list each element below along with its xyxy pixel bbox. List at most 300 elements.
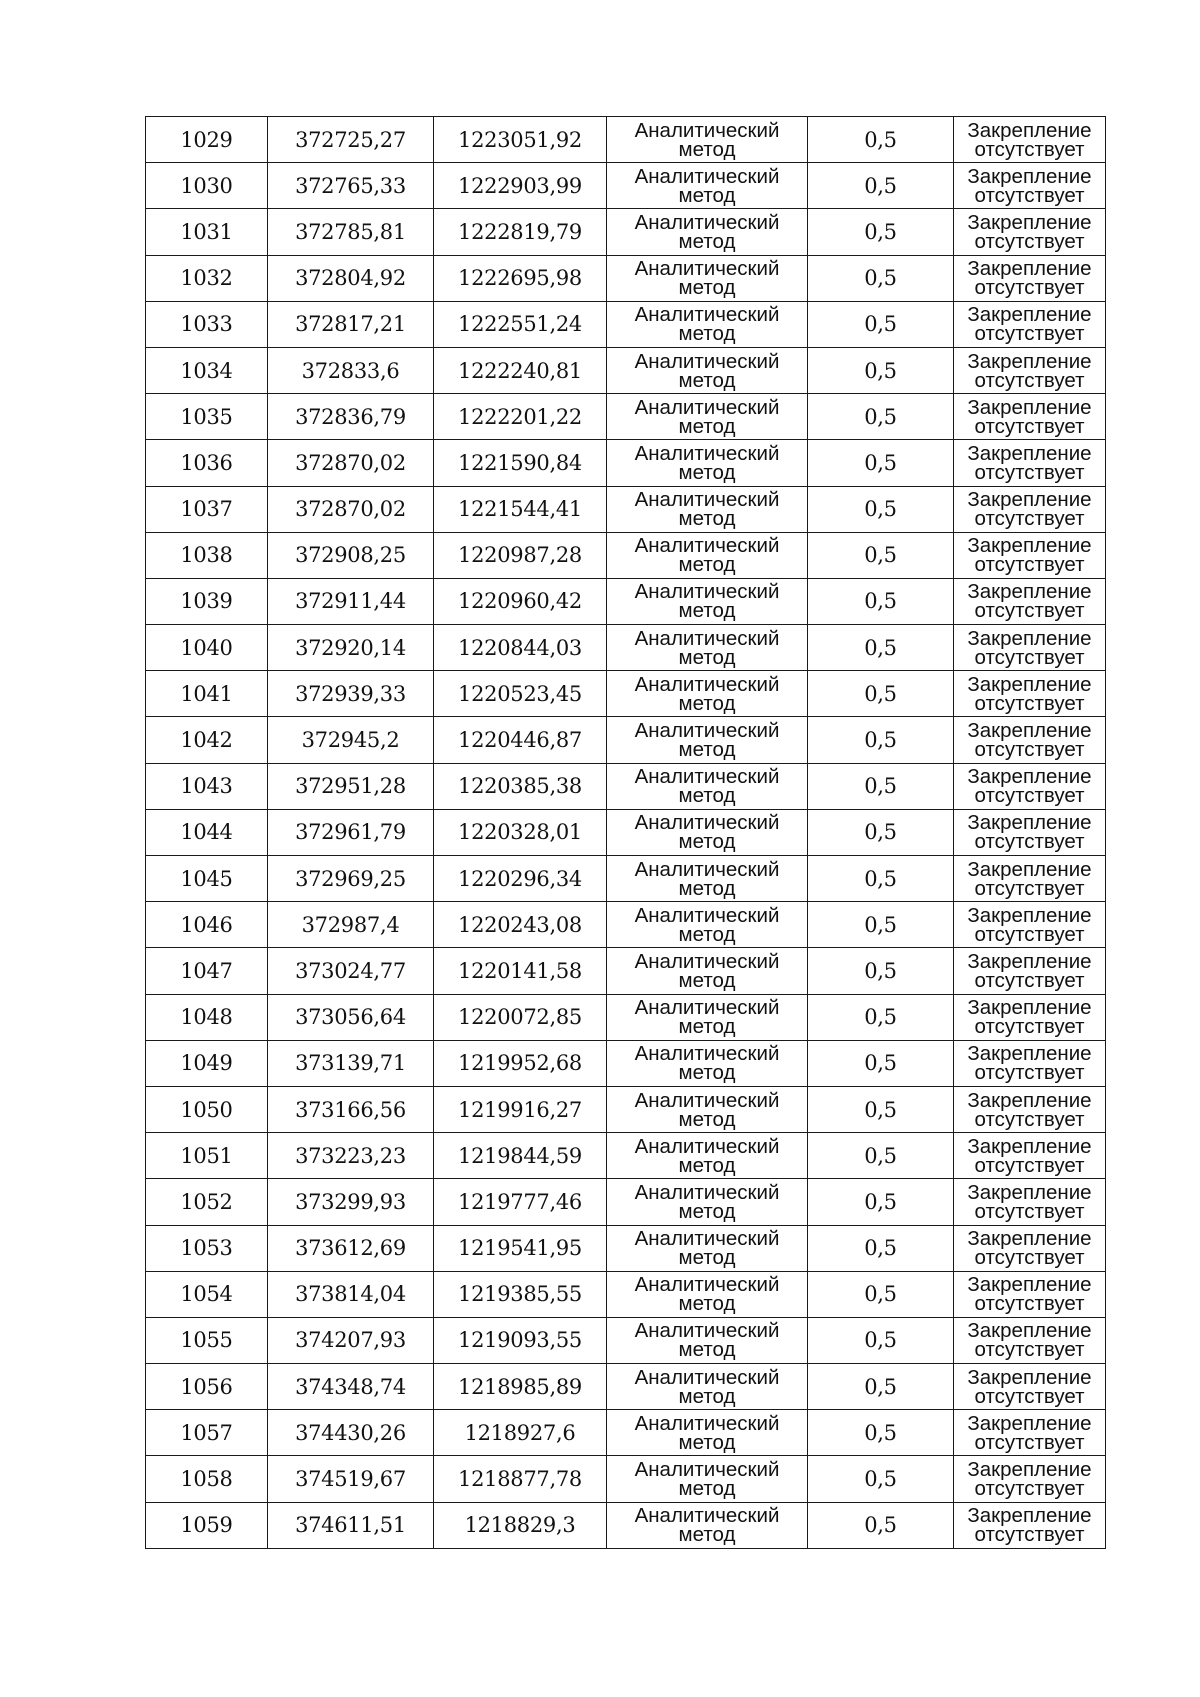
fixation-cell (954, 809, 1106, 855)
accuracy-cell: 0,5 (808, 763, 954, 809)
fixation-cell (954, 1086, 1106, 1132)
fixation-cell (954, 1456, 1106, 1502)
fixation-cell (954, 763, 1106, 809)
accuracy-cell: 0,5 (808, 809, 954, 855)
accuracy-cell: 0,5 (808, 301, 954, 347)
fixation-cell (954, 1179, 1106, 1225)
fixation-cell (954, 1502, 1106, 1548)
method-cell-line-2: метод (678, 1292, 736, 1316)
y-coordinate-cell: 1222819,79 (434, 209, 607, 255)
point-number-cell: 1056 (146, 1364, 268, 1410)
x-coordinate-cell: 373612,69 (268, 1225, 434, 1271)
accuracy-cell: 0,5 (808, 994, 954, 1040)
table-row (146, 255, 1106, 301)
fixation-cell (954, 856, 1106, 902)
method-cell (607, 1133, 808, 1179)
table-row (146, 1317, 1106, 1363)
y-coordinate-cell: 1219093,55 (434, 1317, 607, 1363)
fixation-cell-line-1: Закрепление (967, 441, 1092, 465)
fixation-cell-line-1: Закрепление (967, 1180, 1092, 1204)
table-row (146, 1086, 1106, 1132)
method-cell-line-1: Аналитический (634, 164, 780, 188)
fixation-cell-line-2: отсутствует (974, 183, 1085, 207)
fixation-cell-line-1: Закрепление (967, 1411, 1092, 1435)
method-cell-line-1: Аналитический (634, 1088, 780, 1112)
table-row (146, 163, 1106, 209)
method-cell-line-2: метод (678, 738, 736, 762)
fixation-cell-line-2: отсутствует (974, 322, 1085, 346)
method-cell-line-2: метод (678, 876, 736, 900)
fixation-cell (954, 255, 1106, 301)
method-cell-line-1: Аналитический (634, 1319, 780, 1343)
method-cell-line-2: метод (678, 599, 736, 623)
x-coordinate-cell: 372725,27 (268, 117, 434, 163)
fixation-cell (954, 440, 1106, 486)
point-number-cell: 1059 (146, 1502, 268, 1548)
y-coordinate-cell: 1219385,55 (434, 1271, 607, 1317)
point-number-cell: 1041 (146, 671, 268, 717)
fixation-cell-line-1: Закрепление (967, 349, 1092, 373)
accuracy-cell: 0,5 (808, 1179, 954, 1225)
y-coordinate-cell: 1218927,6 (434, 1410, 607, 1456)
method-cell-line-1: Аналитический (634, 1042, 780, 1066)
method-cell (607, 1179, 808, 1225)
fixation-cell-line-1: Закрепление (967, 210, 1092, 234)
x-coordinate-cell: 373139,71 (268, 1040, 434, 1086)
method-cell-line-2: метод (678, 1061, 736, 1085)
x-coordinate-cell: 372817,21 (268, 301, 434, 347)
x-coordinate-cell: 372920,14 (268, 625, 434, 671)
y-coordinate-cell: 1221590,84 (434, 440, 607, 486)
accuracy-cell: 0,5 (808, 948, 954, 994)
point-number-cell: 1045 (146, 856, 268, 902)
method-cell-line-2: метод (678, 1430, 736, 1454)
accuracy-cell: 0,5 (808, 486, 954, 532)
method-cell (607, 671, 808, 717)
fixation-cell-line-1: Закрепление (967, 303, 1092, 327)
table-row (146, 209, 1106, 255)
method-cell (607, 625, 808, 671)
accuracy-cell: 0,5 (808, 1040, 954, 1086)
fixation-cell-line-2: отсутствует (974, 1061, 1085, 1085)
fixation-cell (954, 1317, 1106, 1363)
coordinates-table (145, 116, 1106, 1549)
point-number-cell: 1058 (146, 1456, 268, 1502)
y-coordinate-cell: 1222201,22 (434, 394, 607, 440)
fixation-cell (954, 671, 1106, 717)
accuracy-cell: 0,5 (808, 578, 954, 624)
fixation-cell-line-2: отсутствует (974, 368, 1085, 392)
x-coordinate-cell: 372961,79 (268, 809, 434, 855)
fixation-cell-line-2: отсутствует (974, 1477, 1085, 1501)
fixation-cell-line-2: отсутствует (974, 691, 1085, 715)
method-cell (607, 902, 808, 948)
y-coordinate-cell: 1223051,92 (434, 117, 607, 163)
method-cell-line-2: метод (678, 276, 736, 300)
method-cell-line-1: Аналитический (634, 1180, 780, 1204)
method-cell (607, 1410, 808, 1456)
y-coordinate-cell: 1220385,38 (434, 763, 607, 809)
fixation-cell-line-1: Закрепление (967, 765, 1092, 789)
y-coordinate-cell: 1218877,78 (434, 1456, 607, 1502)
table-row (146, 1133, 1106, 1179)
fixation-cell-line-2: отсутствует (974, 1199, 1085, 1223)
method-cell (607, 440, 808, 486)
method-cell-line-1: Аналитический (634, 1458, 780, 1482)
fixation-cell (954, 1225, 1106, 1271)
method-cell-line-1: Аналитический (634, 534, 780, 558)
fixation-cell (954, 1040, 1106, 1086)
y-coordinate-cell: 1220141,58 (434, 948, 607, 994)
method-cell-line-2: метод (678, 830, 736, 854)
point-number-cell: 1044 (146, 809, 268, 855)
fixation-cell-line-1: Закрепление (967, 811, 1092, 835)
accuracy-cell: 0,5 (808, 1456, 954, 1502)
table-row (146, 1179, 1106, 1225)
table-row (146, 1364, 1106, 1410)
table-row (146, 486, 1106, 532)
fixation-cell-line-2: отсутствует (974, 1246, 1085, 1270)
method-cell-line-2: метод (678, 553, 736, 577)
fixation-cell (954, 717, 1106, 763)
point-number-cell: 1031 (146, 209, 268, 255)
table-row (146, 117, 1106, 163)
fixation-cell (954, 163, 1106, 209)
x-coordinate-cell: 372836,79 (268, 394, 434, 440)
method-cell (607, 856, 808, 902)
accuracy-cell: 0,5 (808, 1271, 954, 1317)
x-coordinate-cell: 373056,64 (268, 994, 434, 1040)
method-cell-line-1: Аналитический (634, 303, 780, 327)
fixation-cell-line-1: Закрепление (967, 949, 1092, 973)
method-cell-line-1: Аналитический (634, 441, 780, 465)
accuracy-cell: 0,5 (808, 347, 954, 393)
table-row (146, 440, 1106, 486)
method-cell-line-1: Аналитический (634, 580, 780, 604)
method-cell-line-1: Аналитический (634, 719, 780, 743)
fixation-cell-line-2: отсутствует (974, 1292, 1085, 1316)
accuracy-cell: 0,5 (808, 255, 954, 301)
method-cell (607, 163, 808, 209)
point-number-cell: 1029 (146, 117, 268, 163)
point-number-cell: 1051 (146, 1133, 268, 1179)
table-body (146, 117, 1106, 1549)
x-coordinate-cell: 373024,77 (268, 948, 434, 994)
y-coordinate-cell: 1220296,34 (434, 856, 607, 902)
x-coordinate-cell: 374348,74 (268, 1364, 434, 1410)
fixation-cell-line-1: Закрепление (967, 626, 1092, 650)
y-coordinate-cell: 1220072,85 (434, 994, 607, 1040)
method-cell (607, 532, 808, 578)
method-cell (607, 948, 808, 994)
y-coordinate-cell: 1222240,81 (434, 347, 607, 393)
x-coordinate-cell: 372870,02 (268, 486, 434, 532)
accuracy-cell: 0,5 (808, 856, 954, 902)
fixation-cell-line-2: отсутствует (974, 738, 1085, 762)
table-row (146, 1410, 1106, 1456)
accuracy-cell: 0,5 (808, 1225, 954, 1271)
y-coordinate-cell: 1218985,89 (434, 1364, 607, 1410)
accuracy-cell: 0,5 (808, 1410, 954, 1456)
fixation-cell-line-1: Закрепление (967, 1042, 1092, 1066)
point-number-cell: 1057 (146, 1410, 268, 1456)
accuracy-cell: 0,5 (808, 1086, 954, 1132)
table-row (146, 994, 1106, 1040)
accuracy-cell: 0,5 (808, 117, 954, 163)
method-cell-line-1: Аналитический (634, 996, 780, 1020)
table-row (146, 578, 1106, 624)
method-cell (607, 394, 808, 440)
fixation-cell-line-1: Закрепление (967, 1319, 1092, 1343)
y-coordinate-cell: 1220987,28 (434, 532, 607, 578)
point-number-cell: 1040 (146, 625, 268, 671)
y-coordinate-cell: 1218829,3 (434, 1502, 607, 1548)
y-coordinate-cell: 1219541,95 (434, 1225, 607, 1271)
point-number-cell: 1046 (146, 902, 268, 948)
y-coordinate-cell: 1222903,99 (434, 163, 607, 209)
x-coordinate-cell: 373166,56 (268, 1086, 434, 1132)
accuracy-cell: 0,5 (808, 394, 954, 440)
fixation-cell (954, 902, 1106, 948)
table-row (146, 763, 1106, 809)
fixation-cell-line-2: отсутствует (974, 507, 1085, 531)
fixation-cell (954, 209, 1106, 255)
method-cell (607, 1086, 808, 1132)
point-number-cell: 1048 (146, 994, 268, 1040)
point-number-cell: 1030 (146, 163, 268, 209)
x-coordinate-cell: 372833,6 (268, 347, 434, 393)
fixation-cell-line-1: Закрепление (967, 580, 1092, 604)
method-cell-line-1: Аналитический (634, 949, 780, 973)
accuracy-cell: 0,5 (808, 717, 954, 763)
method-cell-line-2: метод (678, 368, 736, 392)
method-cell-line-1: Аналитический (634, 257, 780, 281)
fixation-cell (954, 994, 1106, 1040)
fixation-cell (954, 117, 1106, 163)
point-number-cell: 1043 (146, 763, 268, 809)
point-number-cell: 1053 (146, 1225, 268, 1271)
fixation-cell-line-1: Закрепление (967, 257, 1092, 281)
x-coordinate-cell: 374519,67 (268, 1456, 434, 1502)
method-cell-line-2: метод (678, 691, 736, 715)
method-cell-line-1: Аналитический (634, 488, 780, 512)
method-cell-line-2: метод (678, 414, 736, 438)
table-row (146, 625, 1106, 671)
method-cell-line-2: метод (678, 460, 736, 484)
fixation-cell-line-2: отсутствует (974, 968, 1085, 992)
method-cell (607, 1225, 808, 1271)
point-number-cell: 1036 (146, 440, 268, 486)
method-cell (607, 255, 808, 301)
method-cell (607, 1040, 808, 1086)
method-cell-line-1: Аналитический (634, 1227, 780, 1251)
fixation-cell (954, 532, 1106, 578)
accuracy-cell: 0,5 (808, 1133, 954, 1179)
fixation-cell-line-2: отсутствует (974, 1338, 1085, 1362)
point-number-cell: 1055 (146, 1317, 268, 1363)
y-coordinate-cell: 1220960,42 (434, 578, 607, 624)
table-row (146, 394, 1106, 440)
fixation-cell-line-1: Закрепление (967, 996, 1092, 1020)
point-number-cell: 1047 (146, 948, 268, 994)
fixation-cell (954, 1133, 1106, 1179)
fixation-cell-line-1: Закрепление (967, 672, 1092, 696)
method-cell-line-2: метод (678, 922, 736, 946)
point-number-cell: 1034 (146, 347, 268, 393)
method-cell-line-1: Аналитический (634, 765, 780, 789)
method-cell (607, 1271, 808, 1317)
point-number-cell: 1052 (146, 1179, 268, 1225)
accuracy-cell: 0,5 (808, 163, 954, 209)
fixation-cell-line-2: отсутствует (974, 645, 1085, 669)
accuracy-cell: 0,5 (808, 1364, 954, 1410)
x-coordinate-cell: 374611,51 (268, 1502, 434, 1548)
fixation-cell-line-2: отсутствует (974, 414, 1085, 438)
y-coordinate-cell: 1222551,24 (434, 301, 607, 347)
y-coordinate-cell: 1221544,41 (434, 486, 607, 532)
method-cell (607, 209, 808, 255)
point-number-cell: 1039 (146, 578, 268, 624)
fixation-cell-line-1: Закрепление (967, 1458, 1092, 1482)
fixation-cell-line-1: Закрепление (967, 719, 1092, 743)
y-coordinate-cell: 1220523,45 (434, 671, 607, 717)
method-cell-line-2: метод (678, 322, 736, 346)
x-coordinate-cell: 374207,93 (268, 1317, 434, 1363)
table-row (146, 809, 1106, 855)
method-cell-line-2: метод (678, 968, 736, 992)
method-cell-line-2: метод (678, 1015, 736, 1039)
method-cell-line-1: Аналитический (634, 857, 780, 881)
fixation-cell-line-1: Закрепление (967, 118, 1092, 142)
x-coordinate-cell: 372987,4 (268, 902, 434, 948)
fixation-cell-line-2: отсутствует (974, 1430, 1085, 1454)
table-row (146, 532, 1106, 578)
x-coordinate-cell: 373814,04 (268, 1271, 434, 1317)
fixation-cell-line-2: отсутствует (974, 830, 1085, 854)
table-row (146, 1502, 1106, 1548)
fixation-cell-line-2: отсутствует (974, 922, 1085, 946)
accuracy-cell: 0,5 (808, 440, 954, 486)
method-cell-line-2: метод (678, 1107, 736, 1131)
accuracy-cell: 0,5 (808, 671, 954, 717)
fixation-cell-line-2: отсутствует (974, 1384, 1085, 1408)
fixation-cell (954, 625, 1106, 671)
fixation-cell-line-1: Закрепление (967, 1227, 1092, 1251)
point-number-cell: 1032 (146, 255, 268, 301)
accuracy-cell: 0,5 (808, 209, 954, 255)
accuracy-cell: 0,5 (808, 1317, 954, 1363)
point-number-cell: 1042 (146, 717, 268, 763)
method-cell (607, 1456, 808, 1502)
method-cell-line-2: метод (678, 1523, 736, 1547)
fixation-cell-line-2: отсутствует (974, 137, 1085, 161)
fixation-cell-line-1: Закрепление (967, 1273, 1092, 1297)
method-cell-line-2: метод (678, 137, 736, 161)
method-cell-line-1: Аналитический (634, 1411, 780, 1435)
fixation-cell-line-1: Закрепление (967, 1088, 1092, 1112)
fixation-cell-line-1: Закрепление (967, 534, 1092, 558)
method-cell-line-2: метод (678, 1477, 736, 1501)
method-cell (607, 809, 808, 855)
method-cell (607, 994, 808, 1040)
fixation-cell-line-1: Закрепление (967, 1134, 1092, 1158)
x-coordinate-cell: 372765,33 (268, 163, 434, 209)
method-cell-line-2: метод (678, 1338, 736, 1362)
point-number-cell: 1033 (146, 301, 268, 347)
x-coordinate-cell: 372969,25 (268, 856, 434, 902)
y-coordinate-cell: 1219916,27 (434, 1086, 607, 1132)
accuracy-cell: 0,5 (808, 532, 954, 578)
x-coordinate-cell: 372870,02 (268, 440, 434, 486)
method-cell-line-1: Аналитический (634, 349, 780, 373)
x-coordinate-cell: 372785,81 (268, 209, 434, 255)
y-coordinate-cell: 1220446,87 (434, 717, 607, 763)
fixation-cell-line-2: отсутствует (974, 876, 1085, 900)
x-coordinate-cell: 373299,93 (268, 1179, 434, 1225)
x-coordinate-cell: 372945,2 (268, 717, 434, 763)
method-cell-line-1: Аналитический (634, 395, 780, 419)
fixation-cell (954, 301, 1106, 347)
fixation-cell (954, 1271, 1106, 1317)
x-coordinate-cell: 372951,28 (268, 763, 434, 809)
fixation-cell-line-2: отсутствует (974, 229, 1085, 253)
method-cell-line-2: метод (678, 1384, 736, 1408)
table-row (146, 1225, 1106, 1271)
y-coordinate-cell: 1219844,59 (434, 1133, 607, 1179)
method-cell (607, 717, 808, 763)
method-cell-line-1: Аналитический (634, 1134, 780, 1158)
fixation-cell-line-1: Закрепление (967, 488, 1092, 512)
fixation-cell (954, 1410, 1106, 1456)
x-coordinate-cell: 372804,92 (268, 255, 434, 301)
method-cell-line-1: Аналитический (634, 1504, 780, 1528)
method-cell-line-2: метод (678, 507, 736, 531)
point-number-cell: 1037 (146, 486, 268, 532)
method-cell (607, 486, 808, 532)
method-cell (607, 763, 808, 809)
method-cell-line-1: Аналитический (634, 811, 780, 835)
x-coordinate-cell: 374430,26 (268, 1410, 434, 1456)
fixation-cell-line-2: отсутствует (974, 553, 1085, 577)
table-row (146, 347, 1106, 393)
method-cell-line-2: метод (678, 183, 736, 207)
fixation-cell-line-2: отсутствует (974, 276, 1085, 300)
point-number-cell: 1050 (146, 1086, 268, 1132)
method-cell (607, 301, 808, 347)
point-number-cell: 1049 (146, 1040, 268, 1086)
fixation-cell (954, 347, 1106, 393)
method-cell-line-1: Аналитический (634, 903, 780, 927)
fixation-cell-line-2: отсутствует (974, 460, 1085, 484)
table-row (146, 902, 1106, 948)
method-cell-line-1: Аналитический (634, 210, 780, 234)
method-cell-line-2: метод (678, 1246, 736, 1270)
table-row (146, 1271, 1106, 1317)
method-cell (607, 1502, 808, 1548)
fixation-cell-line-2: отсутствует (974, 784, 1085, 808)
point-number-cell: 1038 (146, 532, 268, 578)
fixation-cell-line-2: отсутствует (974, 1015, 1085, 1039)
accuracy-cell: 0,5 (808, 1502, 954, 1548)
method-cell (607, 117, 808, 163)
method-cell-line-1: Аналитический (634, 626, 780, 650)
fixation-cell-line-2: отсутствует (974, 1523, 1085, 1547)
x-coordinate-cell: 372908,25 (268, 532, 434, 578)
method-cell-line-1: Аналитический (634, 1365, 780, 1389)
accuracy-cell: 0,5 (808, 625, 954, 671)
x-coordinate-cell: 372911,44 (268, 578, 434, 624)
method-cell (607, 1317, 808, 1363)
